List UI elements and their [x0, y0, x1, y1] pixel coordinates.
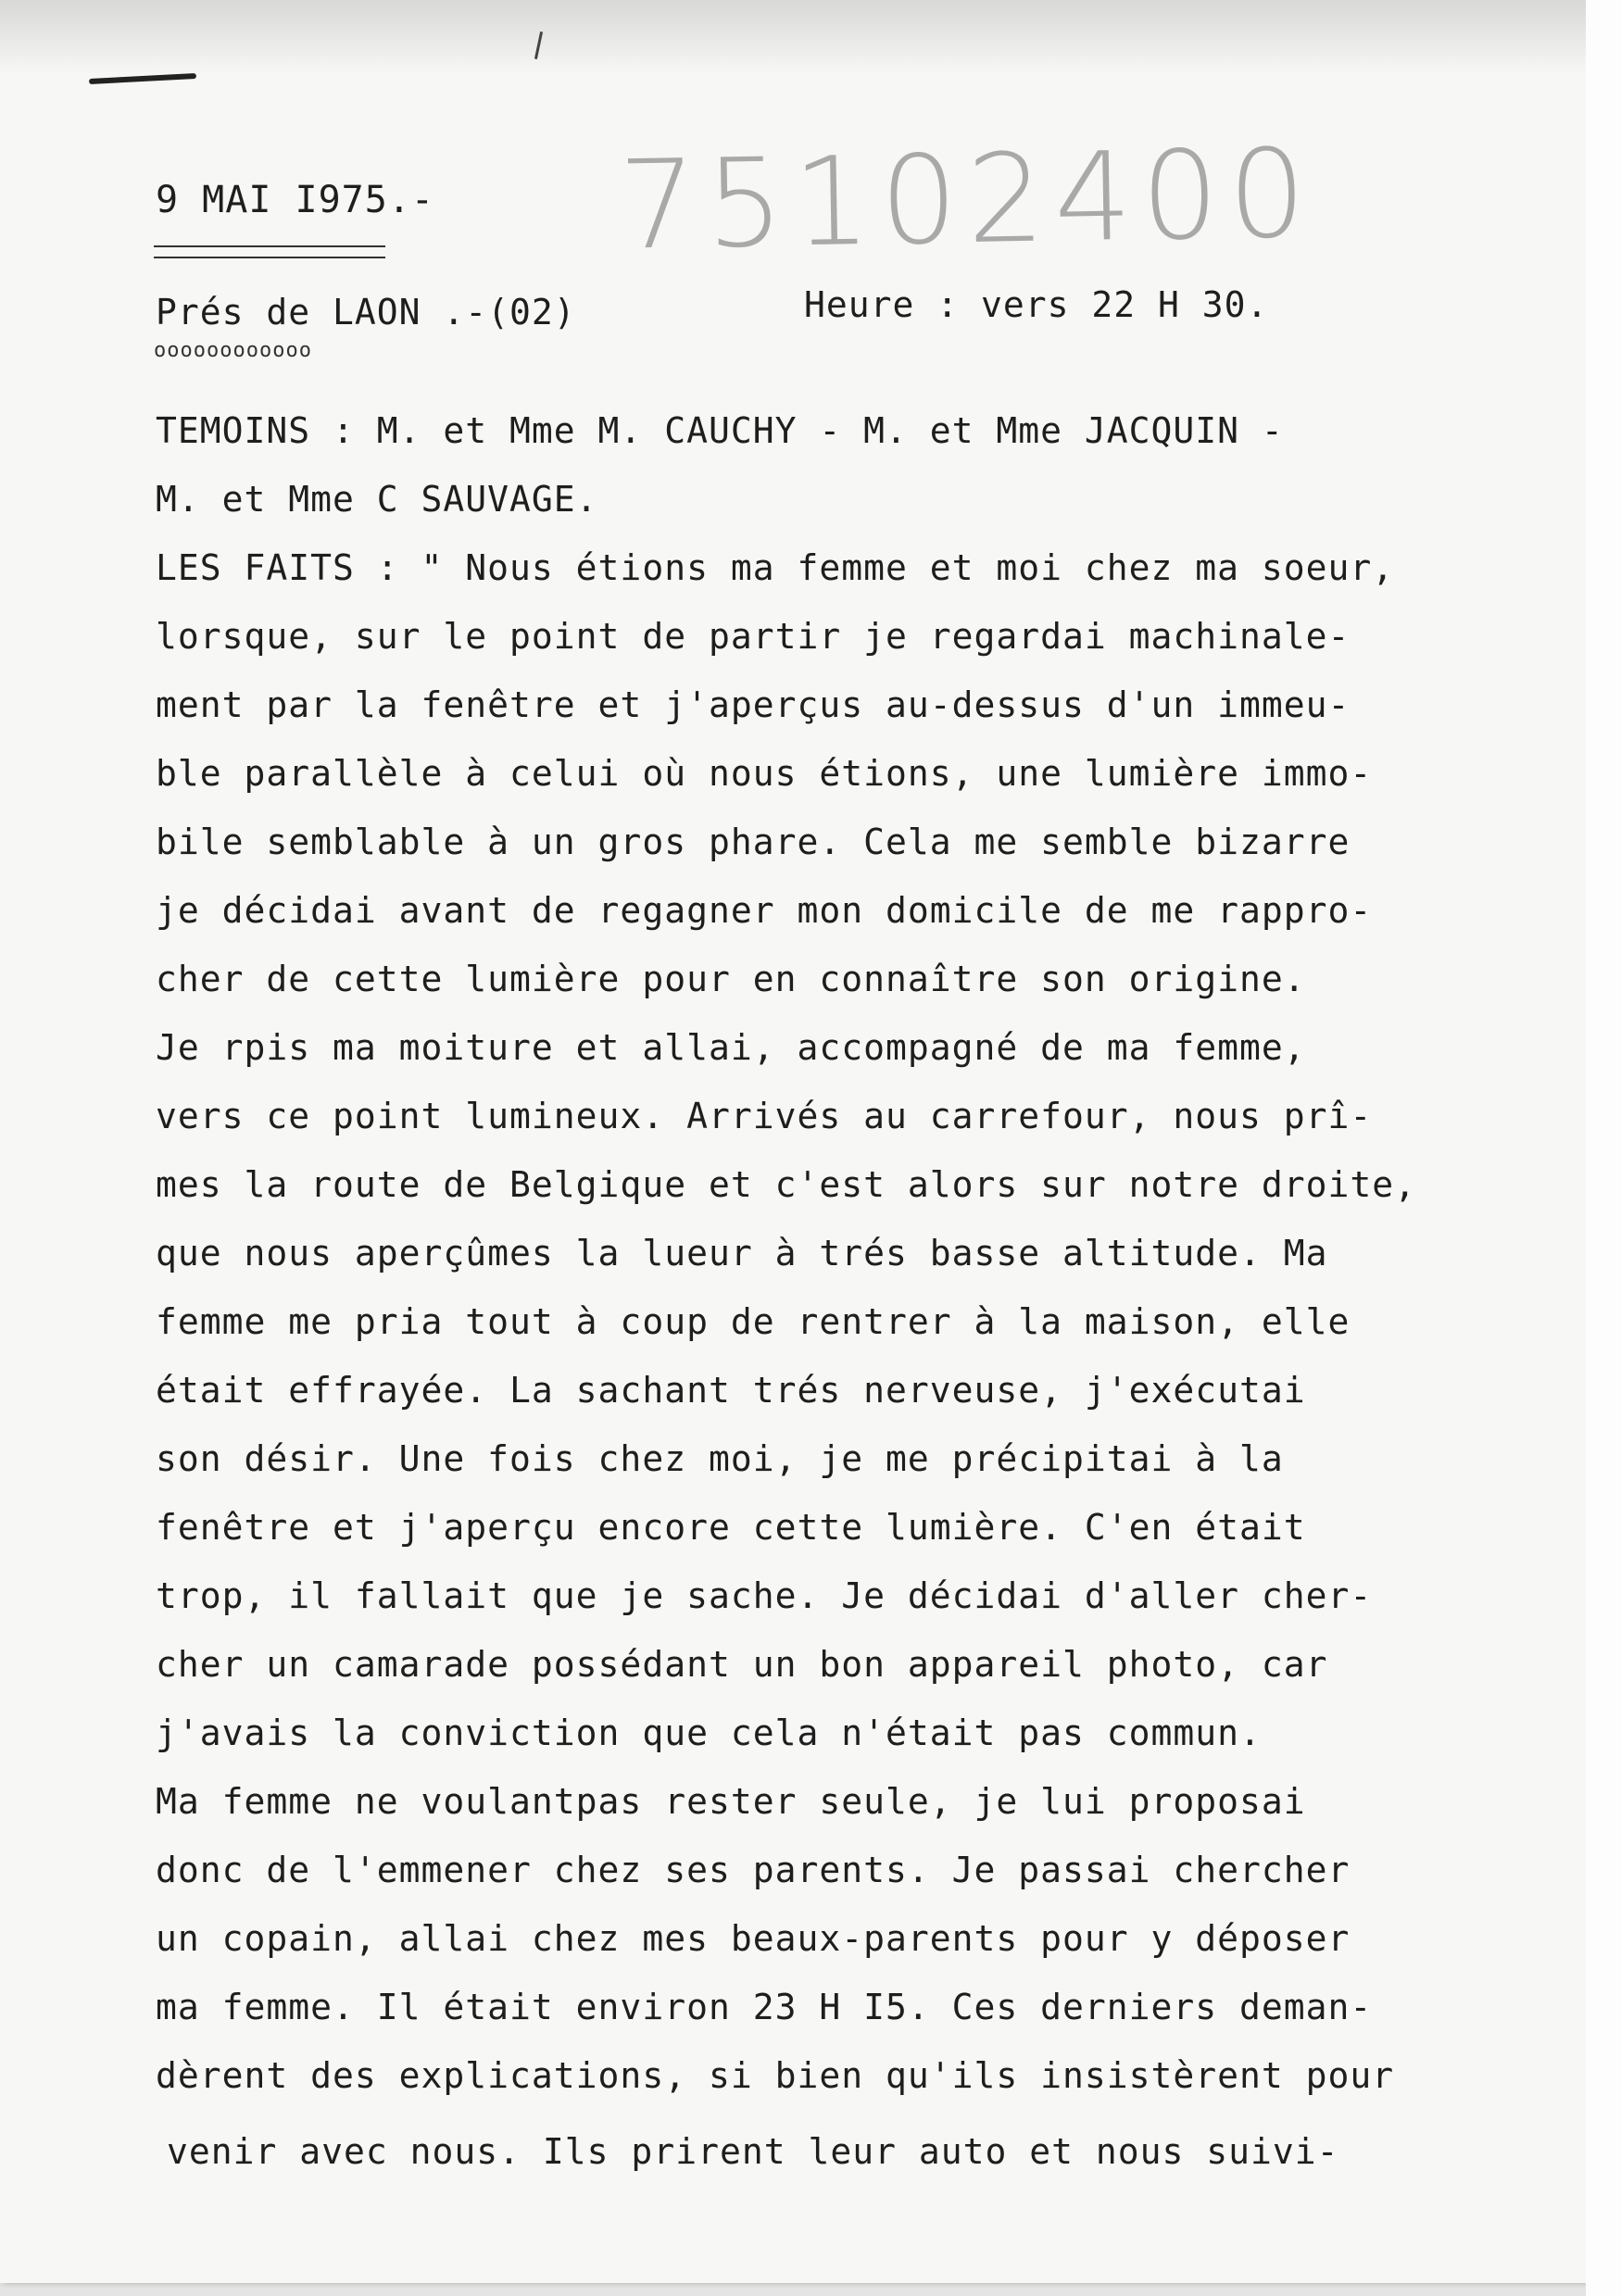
text-line: vers ce point lumineux. Arrivés au carrefour, nous prî- — [156, 1096, 1373, 1136]
document-number-stamp: 75102400 — [617, 122, 1317, 278]
text-line: Je rpis ma moiture et allai, accompagné de ma femme, — [156, 1027, 1306, 1068]
text-line: je décidai avant de regagner mon domicile de me rappro- — [156, 890, 1373, 931]
text-line: ment par la fenêtre et j'aperçus au-dessus d'un immeu- — [156, 684, 1351, 725]
text-line: un copain, allai chez mes beaux-parents pour y déposer — [156, 1918, 1351, 1959]
text-line: lorsque, sur le point de partir je regardai machinale- — [156, 616, 1351, 657]
text-line: femme me pria tout à coup de rentrer à la maison, elle — [156, 1301, 1351, 1342]
text-line: ma femme. Il était environ 23 H I5. Ces derniers deman- — [156, 1987, 1373, 2027]
text-line: cher de cette lumière pour en connaître son origine. — [156, 959, 1306, 999]
text-line: était effrayée. La sachant trés nerveuse, j'exécutai — [156, 1370, 1306, 1411]
text-line: mes la route de Belgique et c'est alors sur notre droite, — [156, 1164, 1417, 1205]
scan-edge — [1586, 0, 1621, 2296]
report-time: Heure : vers 22 H 30. — [804, 284, 1269, 325]
text-line: fenêtre et j'aperçu encore cette lumière. C'en était — [156, 1507, 1306, 1548]
pen-tick — [534, 31, 543, 59]
text-line: dèrent des explications, si bien qu'ils insistèrent pour — [156, 2055, 1395, 2096]
text-line: donc de l'emmener chez ses parents. Je passai chercher — [156, 1850, 1351, 1890]
text-line: venir avec nous. Ils prirent leur auto et nous suivi- — [167, 2131, 1339, 2172]
pen-stroke — [89, 73, 196, 84]
text-line: trop, il fallait que je sache. Je décidai d'aller cher- — [156, 1575, 1373, 1616]
text-line: LES FAITS : " Nous étions ma femme et moi chez ma soeur, — [156, 547, 1395, 588]
witnesses-line-1: TEMOINS : M. et Mme M. CAUCHY - M. et Mme JACQUIN - — [156, 410, 1284, 451]
date-underline — [154, 245, 385, 258]
text-line: son désir. Une fois chez moi, je me précipitai à la — [156, 1438, 1284, 1479]
text-line: ble parallèle à celui où nous étions, une lumière immo- — [156, 753, 1373, 794]
place-underline: oooooooooooo — [154, 339, 312, 362]
text-line: cher un camarade possédant un bon appareil photo, car — [156, 1644, 1328, 1685]
text-line: bile semblable à un gros phare. Cela me semble bizarre — [156, 822, 1351, 862]
witnesses-line-2: M. et Mme C SAUVAGE. — [156, 479, 598, 520]
report-date: 9 MAI I975.- — [156, 179, 434, 221]
text-line: que nous aperçûmes la lueur à trés basse altitude. Ma — [156, 1233, 1328, 1273]
text-line: Ma femme ne voulantpas rester seule, je lui proposai — [156, 1781, 1306, 1822]
report-place: Prés de LAON .-(02) — [156, 292, 576, 332]
text-line: j'avais la conviction que cela n'était pas commun. — [156, 1713, 1262, 1753]
